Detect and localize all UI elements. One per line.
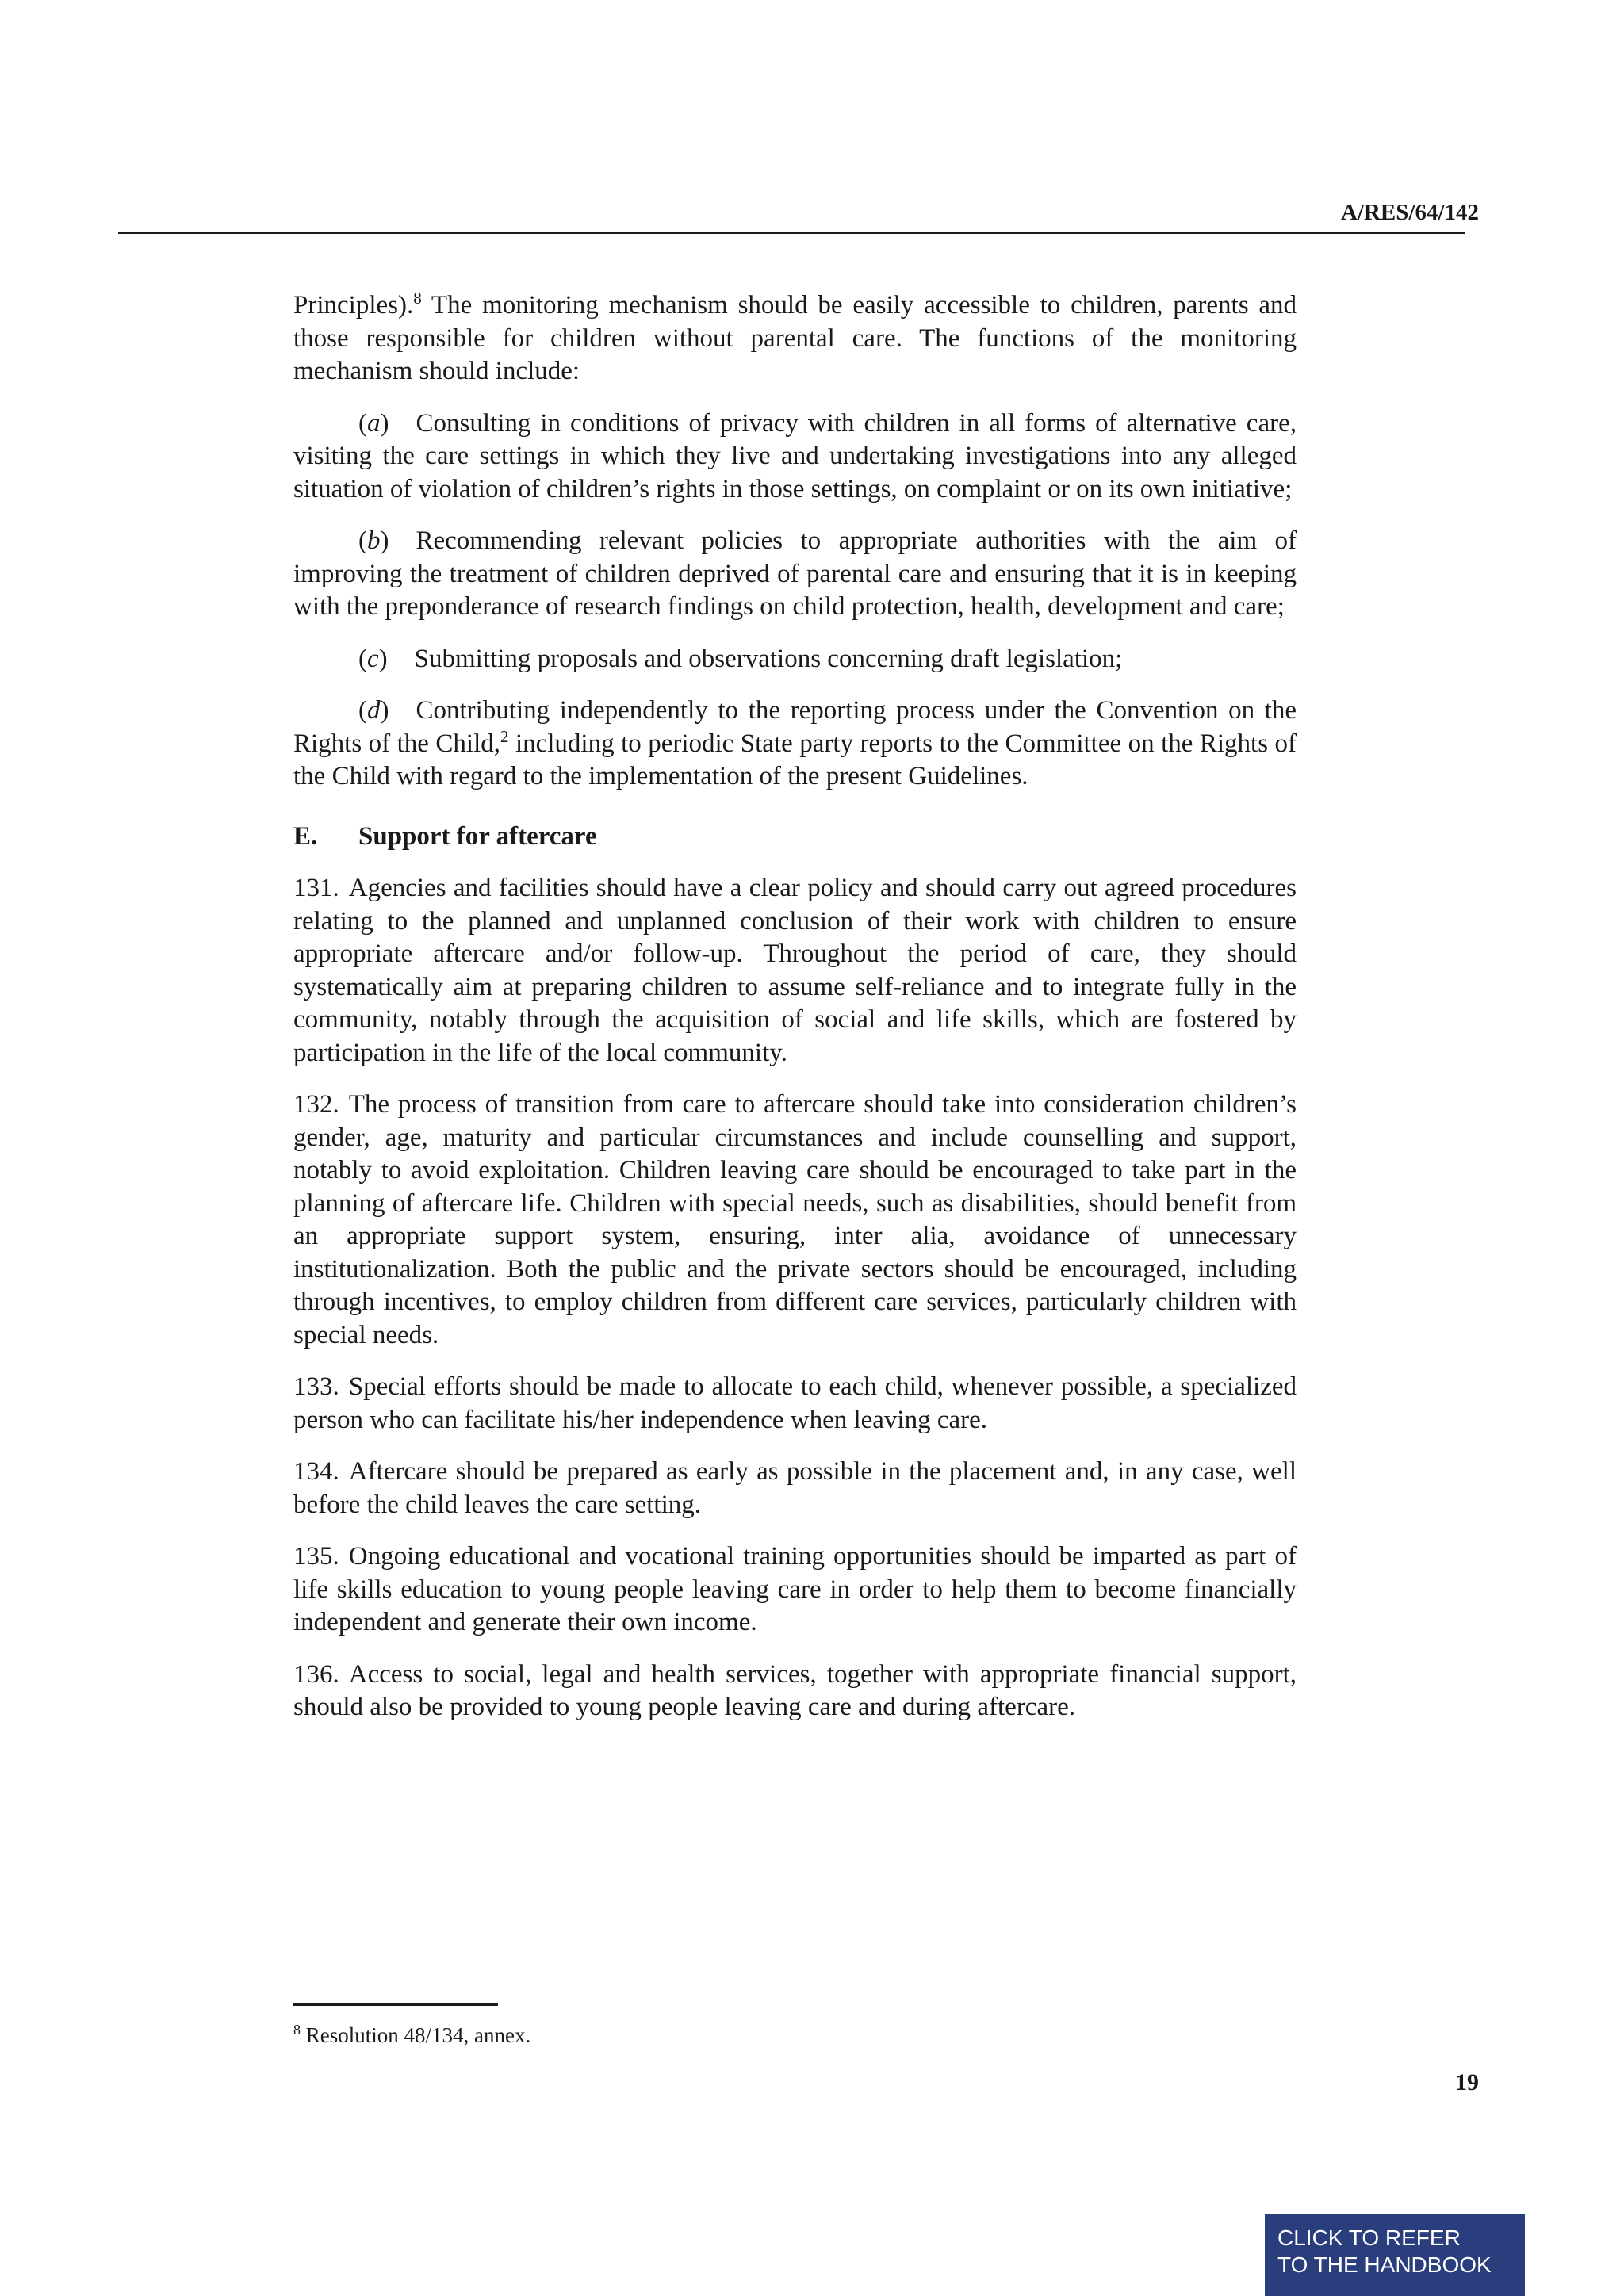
page-number: 19 bbox=[1455, 2069, 1479, 2095]
footnote-reference[interactable]: 8 bbox=[413, 289, 422, 308]
paragraph-131: 131. Agencies and facilities should have a clear policy and should carry out agreed procedures relating to the planned and unplanned conclusion of their work with children to ensure appropriate aftercare and/or follow-up. Throughout the period of care, they should systematically aim at preparing children to assume self-reliance and to integrate fully in the community, notably through the acquisition of social and life skills, which are fostered by participation in the life of the local community. bbox=[293, 874, 1297, 1067]
sub-item-b: (b) Recommending relevant policies to appropriate authorities with the aim of improving the treatment of children deprived of parental care and ensuring that it is in keeping with the preponderance of research findings on child protection, health, development and care; bbox=[293, 526, 1297, 621]
paragraph-133: 133. Special efforts should be made to allocate to each child, whenever possible, a specialized person who can facilitate his/her independence when leaving care. bbox=[293, 1372, 1297, 1434]
footnote-reference[interactable]: 2 bbox=[500, 726, 509, 746]
paragraph-132: 132. The process of transition from care to aftercare should take into consideration children’s gender, age, maturity and particular circumstances and include counselling and support, notably to avoid exploitation. Children leaving care should be encouraged to take part in the planning of aftercare life. Children with special needs, such as disabilities, should benefit from an appropriate support system, ensuring, inter alia, avoidance of unnecessary institutionalization. Both the public and the private sectors should be encouraged, including through incentives, to employ children from different care services, particularly children with special needs. bbox=[293, 1090, 1297, 1349]
section-title: Support for aftercare bbox=[358, 821, 597, 851]
section-heading bbox=[293, 821, 1297, 854]
footnote-marker: 8 bbox=[293, 2022, 301, 2038]
sub-item-a: (a) Consulting in conditions of privacy with children in all forms of alternative care, visiting the care settings in which they live and undertaking investigations into any alleged situation of violation of children’s rights in those settings, on complaint or on its own initiative; bbox=[293, 408, 1297, 503]
handbook-button-line1: CLICK TO REFER bbox=[1277, 2225, 1461, 2250]
footnote-rule bbox=[293, 2003, 498, 2006]
handbook-button[interactable] bbox=[1265, 2214, 1525, 2296]
document-body bbox=[293, 289, 1297, 1743]
paragraph-135: 135. Ongoing educational and vocational training opportunities should be imparted as part of life skills education to young people leaving care in order to help them to become financially independent and generate their own income. bbox=[293, 1542, 1297, 1636]
footnote bbox=[293, 2014, 530, 2051]
document-symbol: A/RES/64/142 bbox=[1340, 200, 1479, 225]
footnote-text: Resolution 48/134, annex. bbox=[301, 2023, 531, 2047]
sub-item-c: (c) Submitting proposals and observations concerning draft legislation; bbox=[358, 644, 1123, 673]
section-number: E. bbox=[293, 821, 318, 851]
handbook-button-line2: TO THE HANDBOOK bbox=[1277, 2252, 1492, 2277]
header-rule bbox=[118, 232, 1465, 234]
paragraph-134: 134. Aftercare should be prepared as early as possible in the placement and, in any case, well before the child leaves the care setting. bbox=[293, 1457, 1297, 1519]
intro-paragraph: Principles).$^8$ The monitoring mechanism should be easily accessible to children, parents and those responsible for children without parental care. The functions of the monitoring mechanism should include: bbox=[293, 289, 1297, 385]
paragraph-136: 136. Access to social, legal and health services, together with appropriate financial support, should also be provided to young people leaving care and during aftercare. bbox=[293, 1659, 1297, 1721]
sub-item-d: (d) Contributing independently to the reporting process under the Convention on the Rights of the Child,$^2$ including to periodic State party reports to the Committee on the Rights of the Child with regard to the implementation of the present Guidelines. bbox=[293, 696, 1297, 790]
